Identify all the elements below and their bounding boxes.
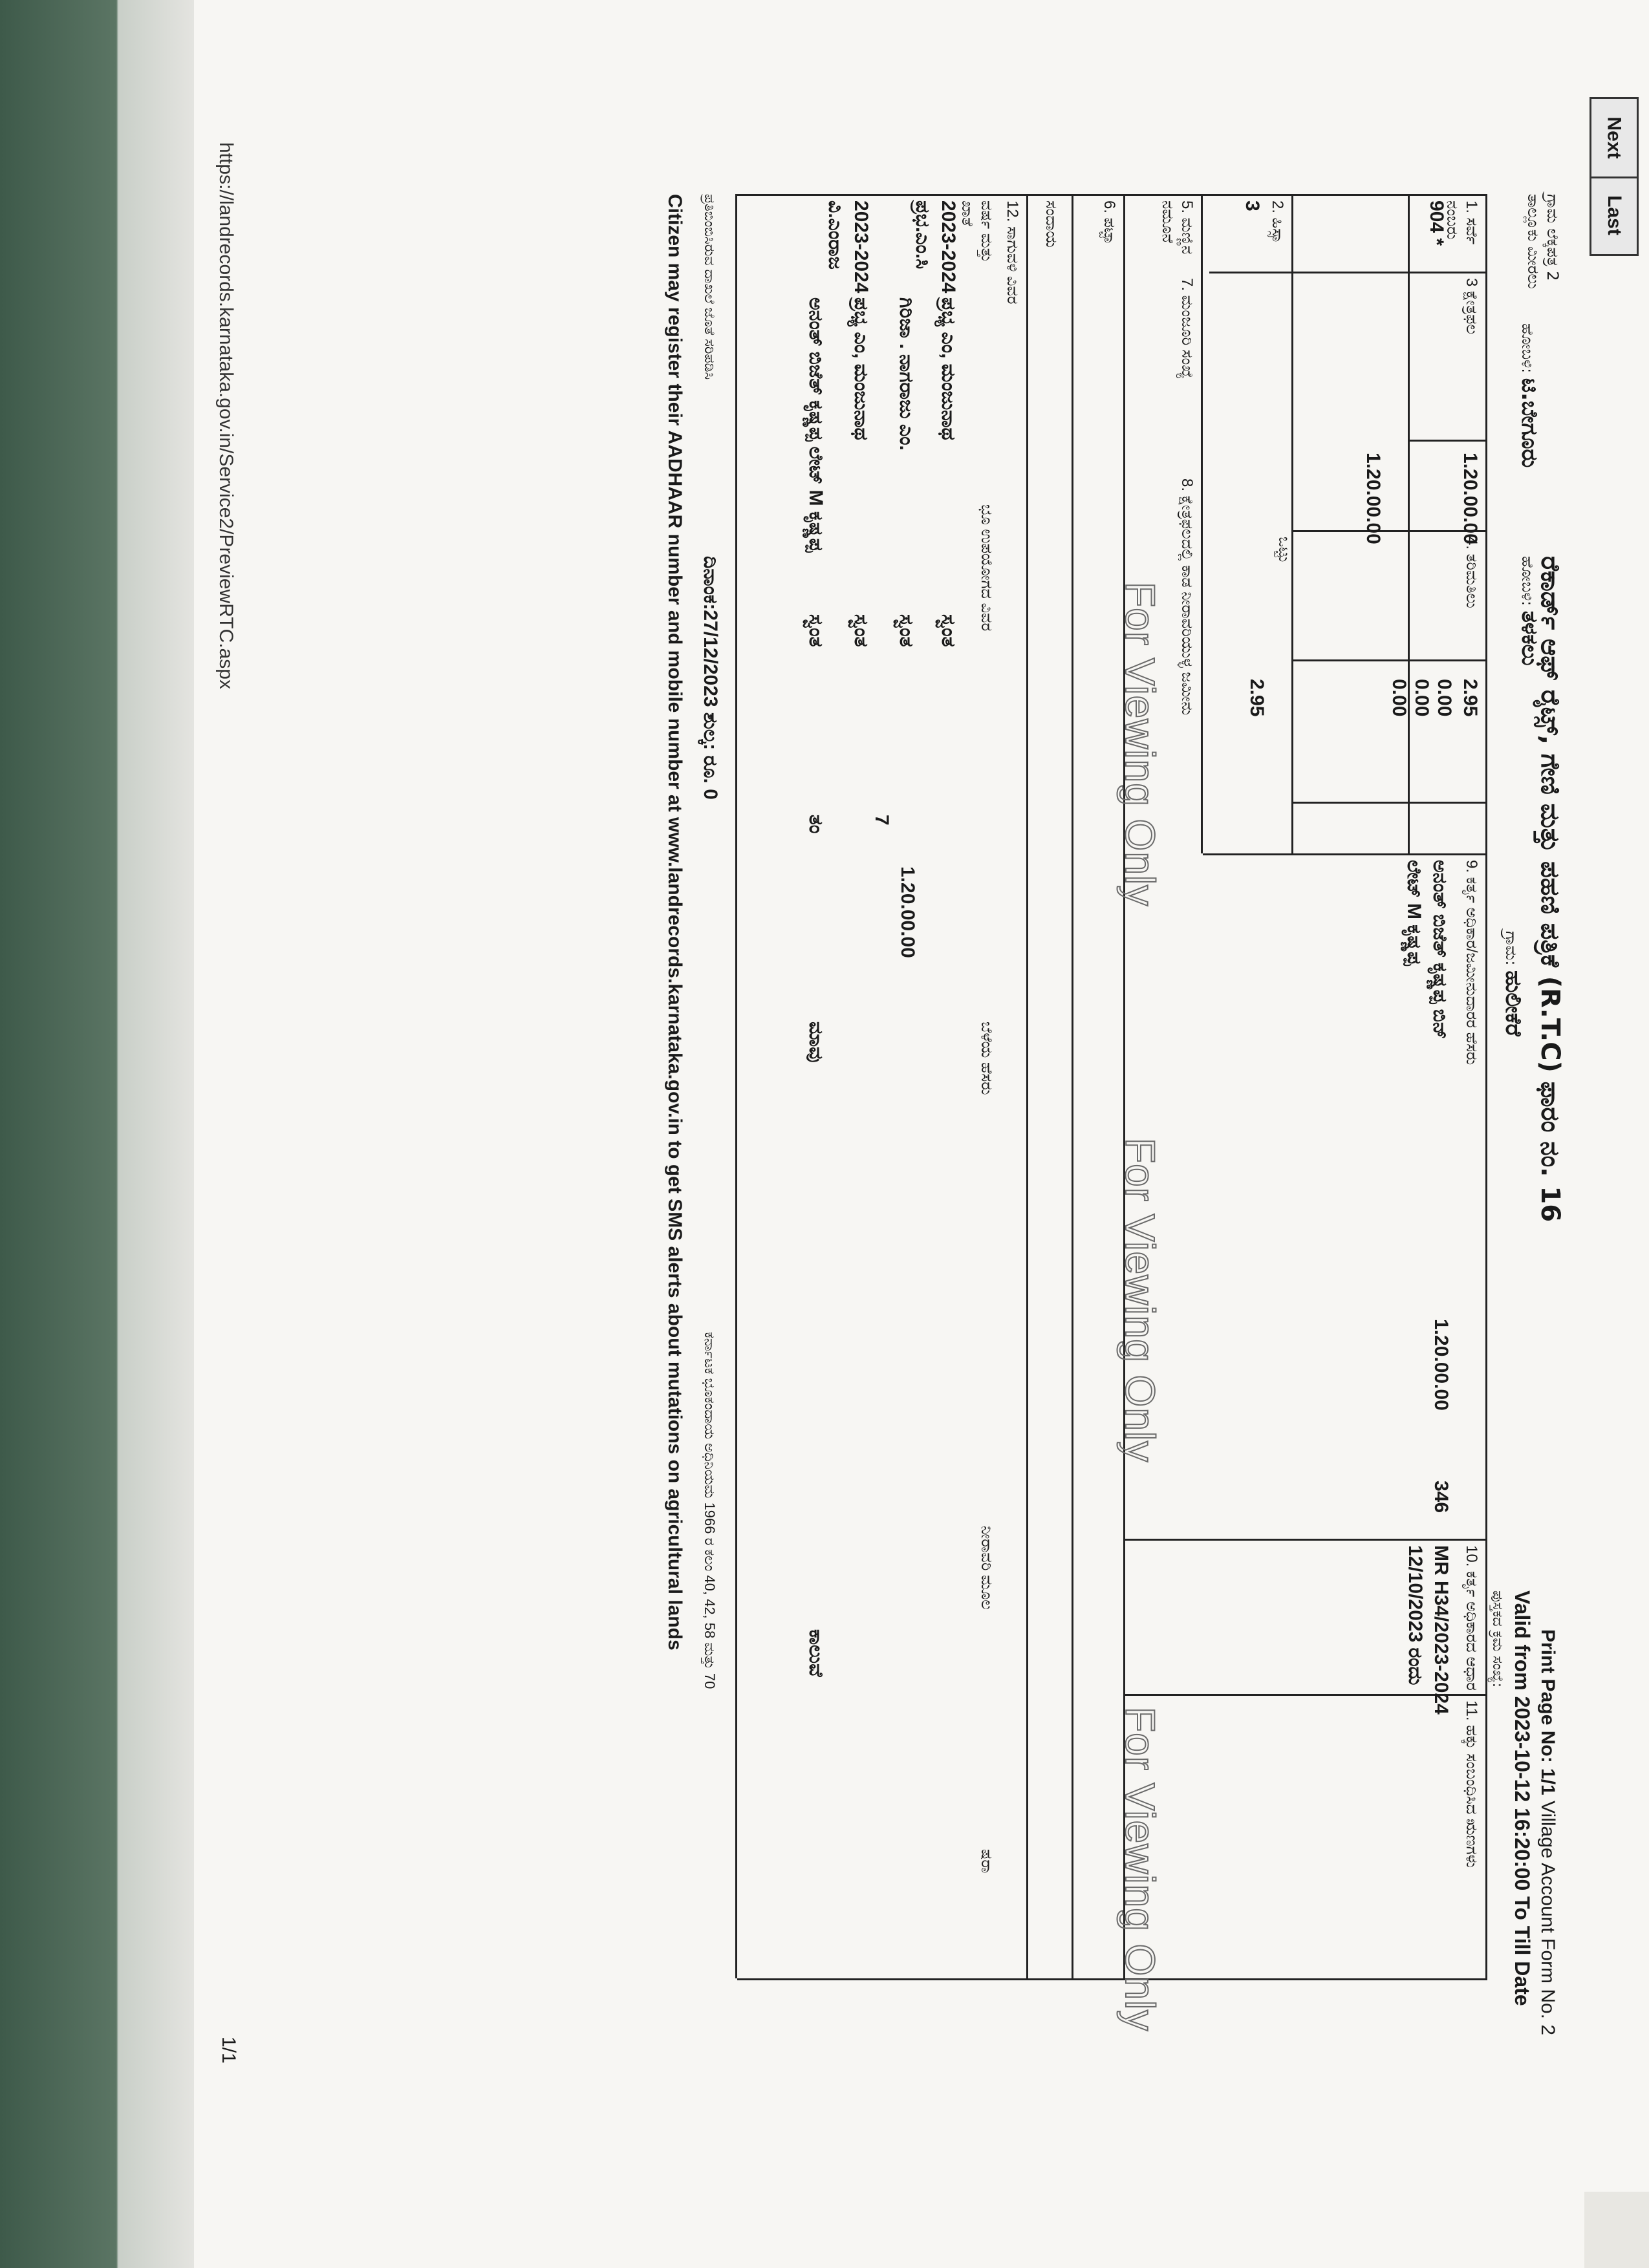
col-cultivation: 12. ಸಾಗುವಳಿ ವಿವರ bbox=[1004, 200, 1021, 305]
rtc-document bbox=[297, 168, 1565, 2036]
cult-type: ಸ್ವಂತ bbox=[938, 614, 959, 647]
kharab-c: 0.00 bbox=[1388, 679, 1410, 717]
total-label: ಒಟ್ಟು bbox=[1275, 537, 1293, 564]
col-year: ವರ್ಷ ಮತ್ತು ಖಾತೆ bbox=[958, 200, 995, 263]
cult-year: 2023-2024 bbox=[850, 200, 872, 294]
cult-area: 1.20.00.00 bbox=[897, 866, 918, 958]
col-line bbox=[1293, 802, 1487, 804]
page-counter: 1/1 bbox=[218, 2037, 239, 2064]
hobli-label: ಹೋಬಳಿ: ಟಿ.ಬೇಗೂರು bbox=[1516, 323, 1542, 468]
cult-season: ಮಾವು bbox=[805, 1022, 826, 1063]
col-line bbox=[1125, 1539, 1487, 1541]
col-soil: 5. ಮಣ್ಣಿನ ನಮೂನೆ bbox=[1159, 200, 1196, 255]
watermark: For Viewing Only bbox=[1117, 1138, 1163, 1463]
col-line bbox=[1293, 659, 1487, 661]
hissa-number: 3 bbox=[1242, 200, 1263, 211]
col-encumbrances: 11. ಹಕ್ಕು ಸಂಬಂಧಿಸಿದ ಋಣಗಳು bbox=[1463, 1700, 1480, 1868]
kharab-b: 0.00 bbox=[1411, 679, 1432, 717]
kharab-a: 0.00 bbox=[1434, 679, 1455, 717]
footer-date: ದಿನಾಂಕ:27/12/2023 ಶುಲ್ಕ: ರೂ. 0 bbox=[700, 556, 721, 800]
irrigation-source-value: ಕಾಲುವೆ bbox=[805, 1629, 826, 1677]
row-line bbox=[1026, 194, 1028, 1978]
cult-crop: 7 bbox=[871, 815, 892, 826]
col-line bbox=[1410, 440, 1487, 442]
office-stamp bbox=[1584, 2192, 1649, 2268]
cult-type: ಸ್ವಂತ bbox=[805, 614, 826, 647]
col-grant: 7. ಮಂಜೂರಿ ಸಂಖ್ಯೆ bbox=[1178, 278, 1196, 380]
citizen-note: Citizen may register their AADHAAR number and mobile number at www.landrecords.karnataka.gov.in to get SMS alerts about mutations on agricultural lands bbox=[664, 194, 685, 1651]
col-owner-basis: 10. ಕರ್ತೃ ಅಧಿಕಾರದ ಆಧಾರ bbox=[1463, 1545, 1480, 1691]
col-assessment: 4. ತರಿಮತಿಲು bbox=[1463, 537, 1480, 608]
frame-top bbox=[1485, 194, 1487, 1978]
owner-area: 1.20.00.00 bbox=[1430, 1319, 1452, 1411]
frame-right bbox=[737, 1978, 1487, 1980]
cult-name: ಪ್ರಭ.ಎಂ.ಸಿ bbox=[912, 200, 933, 270]
col-area: 3 ಕ್ಷೇತ್ರಫಲ bbox=[1463, 278, 1480, 335]
col-owner: 9. ಕರ್ತೃ ಅಧಿಕಾರ/ಜಮೀನುದಾರರ ಹೆಸರು bbox=[1463, 860, 1480, 1065]
cult-detail: ಅನಂತ್ ಬಿಜೆತ್ ಕೃಷ್ಣಪ್ಪ ಲೇಟ್ M ಕೃಷ್ಣಪ್ಪ bbox=[805, 297, 826, 553]
row-line bbox=[1201, 194, 1203, 853]
col-patta: 6. ಪಟ್ಟಾ bbox=[1101, 200, 1118, 244]
cult-detail: ಗಿರಿಜಾ . ನಾಗರಾಜು ಎಂ. bbox=[896, 297, 917, 451]
frame-left bbox=[737, 194, 1487, 196]
watermark: For Viewing Only bbox=[1117, 1707, 1163, 2032]
col-line bbox=[1209, 272, 1487, 273]
owner-name-line2: ಲೇಟ್ M ಕೃಷ್ಣಪ್ಪ bbox=[1403, 860, 1425, 966]
owner-khatha: 346 bbox=[1430, 1481, 1452, 1514]
cult-detail: ಪ್ರಭ್ಯ ಎಂ, ಮಂಜುನಾಥ bbox=[938, 297, 959, 440]
col-irrigated: 8. ಕ್ಷೇತ್ರಫಲದಲ್ಲಿ ಕಾಡ ನೀರಾವರಿಯುಳ್ಳ ಜಮೀನು bbox=[1178, 478, 1196, 716]
next-button[interactable]: Next bbox=[1590, 97, 1639, 178]
register-no: ಪುಸ್ತಕದ ಕ್ರಮ ಸಂಖ್ಯೆ: bbox=[1489, 1590, 1505, 1688]
assessment-value: 2.95 bbox=[1460, 679, 1481, 717]
col-land-use: ಭೂ ಉಪಯೋಗದ ವಿವರ bbox=[978, 504, 995, 632]
page-title: ರೆಕಾರ್ಡ್ ಆಫ್ ರೈಟ್ಸ್, ಗೇಣಿ ಮತ್ತು ಪಹಣಿ ಪತ್ರಿಕೆ (R.T.C) ಫಾರಂ ನಂ. 16 bbox=[1535, 556, 1565, 1223]
watermark: For Viewing Only bbox=[1117, 582, 1163, 907]
area-value: 1.20.00.00 bbox=[1460, 453, 1481, 544]
survey-number: 904 * bbox=[1426, 200, 1447, 246]
browser-url[interactable]: https://landrecords.karnataka.gov.in/Service2/PreviewRTC.aspx bbox=[215, 142, 237, 689]
mutation-number: MR H34/2023-2024 bbox=[1430, 1545, 1452, 1715]
cult-name: ವಿ.ಎಂರಾಜ bbox=[824, 200, 846, 270]
col-irrigation-source: ನೀರಾವರಿ ಮೂಲ bbox=[978, 1526, 995, 1610]
col-hissa: 2. ಹಿಸ್ಸಾ bbox=[1269, 200, 1286, 244]
signature-note: ಪ್ರತಿಬಿಂಬಿಸಿರುವ ದಾಖಲೆ ಜೊತೆ ಸರಿಪಡಿಸಿ bbox=[702, 194, 718, 380]
cult-type: ಸ್ವಂತ bbox=[850, 614, 872, 647]
valid-from-label: Valid from 2023-10-12 16:20:00 To Till Date bbox=[1511, 1590, 1534, 2006]
row-line bbox=[1291, 194, 1293, 853]
col-remark: ಷರಾ bbox=[978, 1849, 995, 1874]
owner-name: ಅನಂತ್ ಬಿಜೆತ್ ಕೃಷ್ಣಪ್ಪ ಬಿನ್ bbox=[1429, 860, 1450, 1040]
mutation-date: 12/10/2023 ರಂದು bbox=[1405, 1545, 1426, 1685]
print-page-label: Print Page No: 1/1 Village Account Form No. 2 bbox=[1537, 1629, 1558, 2036]
last-button[interactable]: Last bbox=[1590, 175, 1639, 256]
village-form-label2: ತಾಲ್ಲೂಕು ಮೀರಲು bbox=[1524, 194, 1542, 289]
assessment-total: 2.95 bbox=[1246, 679, 1267, 717]
col-line bbox=[1203, 853, 1487, 855]
cult-crop: ತಂ bbox=[805, 815, 826, 834]
cult-detail: ಪ್ರಭ್ಯ ಎಂ, ಮಂಜುನಾಥ bbox=[850, 297, 872, 440]
col-crop: ಬೆಳೆಯ ಹೆಸರು bbox=[978, 1022, 995, 1095]
village-field: ಗ್ರಾಮ: ಹುಲೀಕೆರೆ bbox=[1500, 931, 1526, 1036]
act-note: ಕರ್ನಾಟಕ ಭೂಕಂದಾಯ ಅಧಿನಿಯಮ 1966 ರ ಕಲಂ 40, 42, 58 ಮತ್ತು 70 bbox=[702, 1332, 718, 1689]
row-line bbox=[1072, 194, 1073, 1978]
folder-edge bbox=[0, 0, 194, 2268]
cult-year: 2023-2024 bbox=[938, 200, 959, 294]
hobli-field: ಹೋಬಳಿ: ತಳಕಲು bbox=[1516, 556, 1542, 666]
frame-bottom bbox=[735, 194, 737, 1978]
col-survey-no: 1. ಸರ್ವೆ ನಂಬರು bbox=[1443, 200, 1480, 245]
area-total: 1.20.00.00 bbox=[1363, 453, 1384, 544]
village-form-label: ಗ್ರಾಮ ಲೆಕ್ಕಪತ್ರ 2 bbox=[1544, 194, 1562, 281]
cult-type: ಸ್ವಂತ bbox=[896, 614, 917, 647]
col-line bbox=[1293, 530, 1487, 532]
row-line bbox=[1408, 194, 1410, 853]
sandaya-label: ಸಂದಾಯ bbox=[1042, 200, 1060, 248]
